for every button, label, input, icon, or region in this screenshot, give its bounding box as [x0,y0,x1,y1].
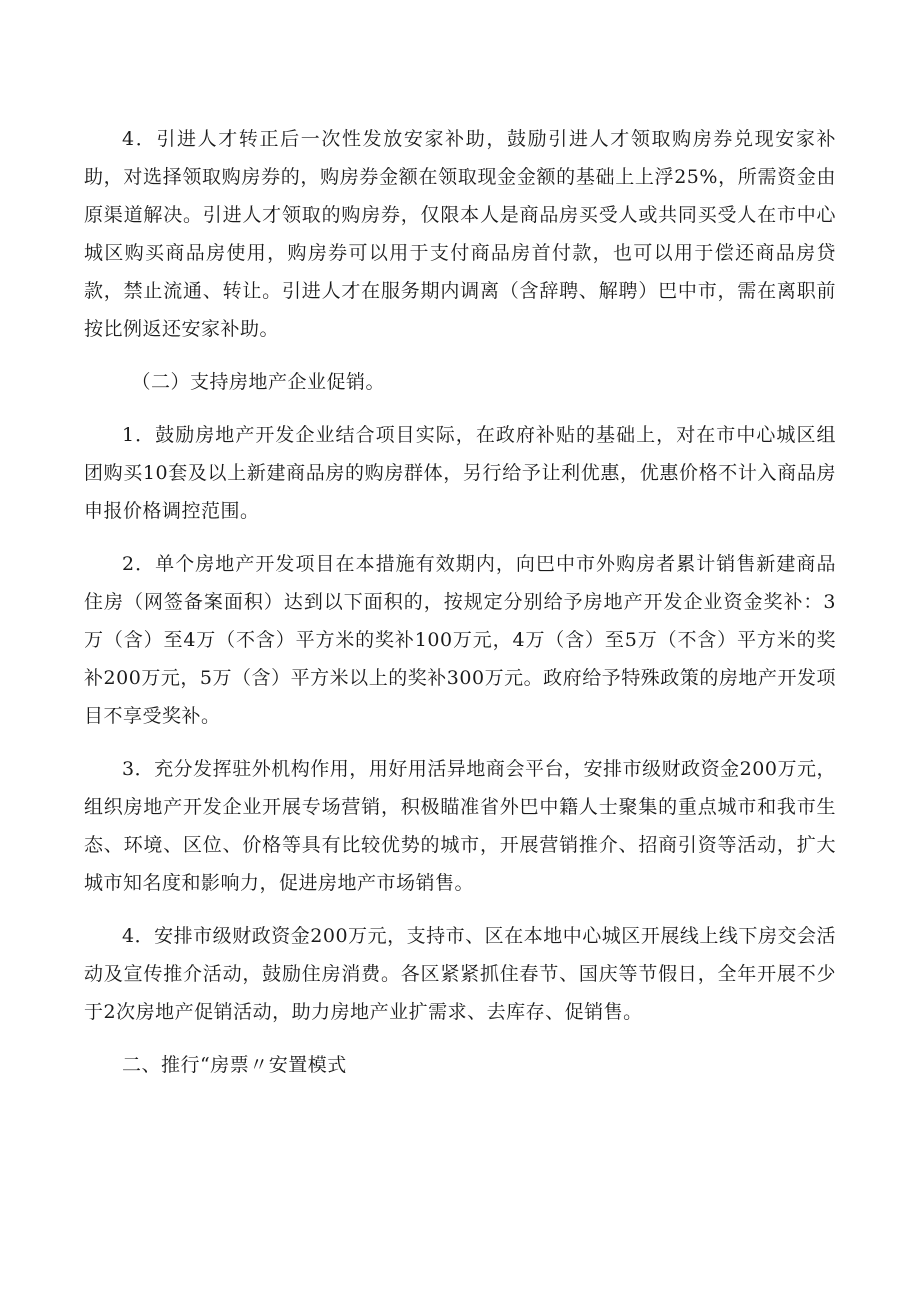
paragraph-housing-fair: 4．安排市级财政资金200万元，支持市、区在本地中心城区开展线上线下房交会活动及宣传推介活动，鼓励住房消费。各区紧紧抓住春节、国庆等节假日，全年开展不少于2次房地产促销活动，助力房地产业扩需求、去库存、促销售。 [84,925,836,1023]
paragraph-group-purchase-discount: 1．鼓励房地产开发企业结合项目实际，在政府补贴的基础上，对在市中心城区组团购买10套及以上新建商品房的购房群体，另行给予让利优惠，优惠价格不计入商品房申报价格调控范围。 [84,424,836,522]
paragraph-external-marketing: 3．充分发挥驻外机构作用，用好用活异地商会平台，安排市级财政资金200万元，组织房地产开发企业开展专场营销，积极瞄准省外巴中籍人士聚集的重点城市和我市生态、环境、区位、价格等具有比较优势的城市，开展营销推介、招商引资等活动，扩大城市知名度和影响力，促进房地产市场销售。 [84,758,836,894]
section-heading-developer-promotion: （二）支持房地产企业促销。 [131,371,386,393]
paragraph-sales-subsidy: 2．单个房地产开发项目在本措施有效期内，向巴中市外购房者累计销售新建商品住房（网签备案面积）达到以下面积的，按规定分别给予房地产开发企业资金奖补：3万（含）至4万（不含）平方米的奖补100万元，4万（含）至5万（不含）平方米的奖补200万元，5万（含）平方米以上的奖补300万元。政府给予特殊政策的房地产开发项目不享受奖补。 [84,553,836,727]
section-heading-housing-ticket: 二、推行“房票〃安置模式 [122,1054,347,1076]
paragraph-talent-housing-voucher: 4．引进人才转正后一次性发放安家补助，鼓励引进人才领取购房券兑现安家补助，对选择领取购房券的，购房券金额在领取现金金额的基础上上浮25%，所需资金由原渠道解决。引进人才领取的购房券，仅限本人是商品房买受人或共同买受人在市中心城区购买商品房使用，购房券可以用于支付商品房首付款，也可以用于偿还商品房贷款，禁止流通、转让。引进人才在服务期内调离（含辞聘、解聘）巴中市，需在离职前按比例返还安家补助。 [84,128,836,340]
